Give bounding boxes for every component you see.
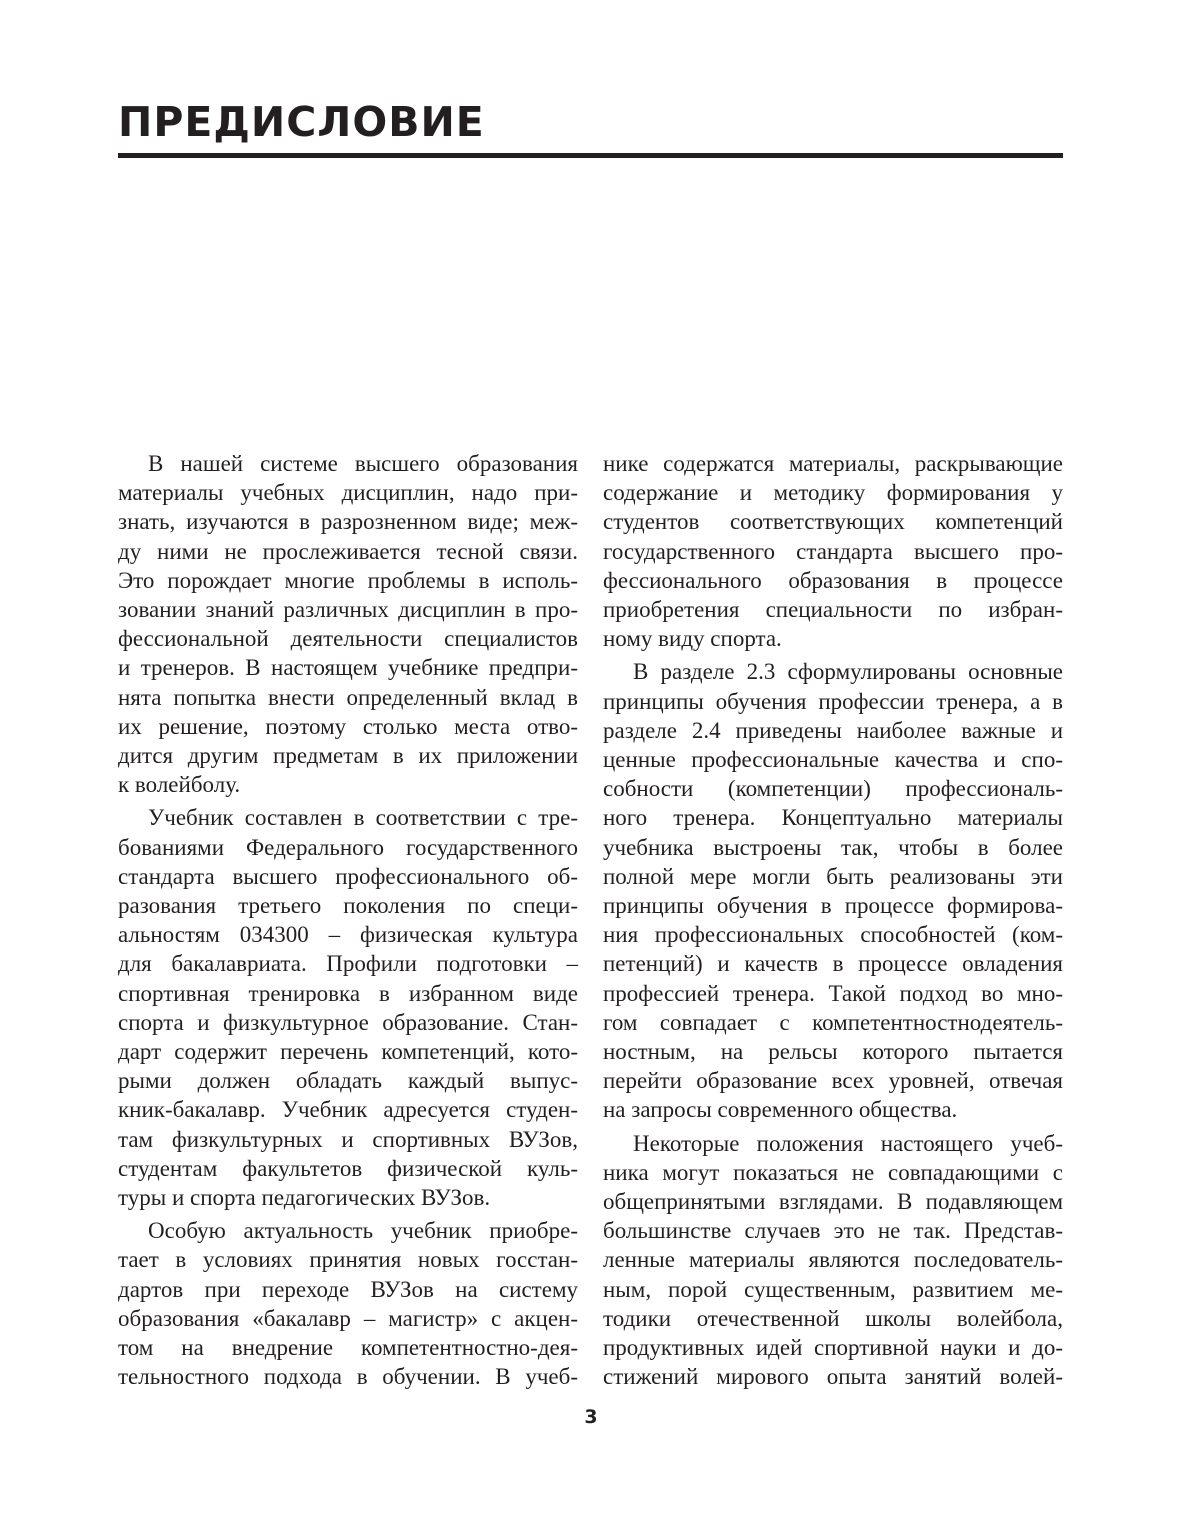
page-title: ПРЕДИСЛОВИЕ (118, 98, 485, 146)
text-line: их решение, поэтому столько места отво- (118, 713, 578, 739)
text-line: нике содержатся материалы, раскрывающие (603, 451, 1063, 476)
text-line: знать, изучаются в разрозненном виде; меж- (118, 509, 578, 535)
text-line: нята попытка внести определенный вклад в (118, 684, 578, 710)
text-line: продуктивных идей спортивной науки и до- (603, 1335, 1063, 1361)
text-line: разования третьего поколения по специ- (118, 893, 578, 919)
text-line: спортивная тренировка в избранном виде (118, 980, 578, 1006)
text-line: дарт содержит перечень компетенций, кото- (118, 1039, 578, 1065)
text-line: стандарта высшего профессионального об- (118, 863, 578, 889)
text-line: тодики отечественной школы волейбола, (603, 1305, 1063, 1331)
text-line: дится другим предметам в их приложении (118, 743, 578, 769)
text-line: петенций) и качеств в процессе овладения (603, 951, 1063, 977)
text-line: материалы учебных дисциплин, надо при- (118, 480, 578, 506)
text-line: разделе 2.4 приведены наиболее важные и (603, 717, 1063, 743)
text-line: и тренеров. В настоящем учебнике предпри- (118, 655, 578, 681)
text-line: фессионального образования в процессе (603, 567, 1063, 593)
paragraph (603, 657, 1063, 1124)
text-line: ника могут показаться не совпадающими с (603, 1159, 1063, 1185)
text-line: общепринятыми взглядами. В подавляющем (603, 1189, 1063, 1215)
text-line: ния профессиональных способностей (ком- (603, 922, 1063, 948)
text-line: Особую актуальность учебник приобре- (148, 1218, 578, 1244)
text-line: том на внедрение компетентностно-дея- (118, 1335, 578, 1361)
text-line: студентов соответствующих компетенций (603, 509, 1063, 535)
text-line: В разделе 2.3 сформулированы основные (633, 659, 1063, 685)
text-line: ного тренера. Концептуально материалы (603, 805, 1063, 831)
text-line: на запросы современного общества. (603, 1097, 958, 1123)
text-line: ным, порой существенным, развитием ме- (603, 1276, 1063, 1302)
text-line: В нашей системе высшего образования (148, 451, 578, 476)
text-line: туры и спорта педагогических ВУЗов. (118, 1185, 491, 1211)
text-line: фессиональной деятельности специалистов (118, 626, 578, 652)
text-line: большинстве случаев это не так. Представ- (603, 1218, 1063, 1244)
text-line: ду ними не прослеживается тесной связи. (118, 538, 578, 564)
text-line: рыми должен обладать каждый выпус- (118, 1068, 578, 1094)
text-line: дартов при переходе ВУЗов на систему (118, 1276, 578, 1302)
text-line: к волейболу. (118, 772, 241, 798)
left-column (118, 449, 578, 1392)
text-line: тает в условиях принятия новых госстан- (118, 1247, 578, 1273)
paragraph (603, 449, 1063, 653)
text-line: принципы обучения профессии тренера, а в (603, 688, 1063, 714)
paragraph (603, 1129, 1063, 1392)
text-line: содержание и методику формирования у (603, 480, 1063, 506)
text-line: там физкультурных и спортивных ВУЗов, (118, 1126, 578, 1152)
text-line: приобретения специальности по избран- (603, 597, 1063, 623)
text-line: государственного стандарта высшего про- (603, 538, 1063, 564)
text-line: бованиями Федерального государственного (118, 834, 578, 860)
text-line: профессией тренера. Такой подход во мно- (603, 980, 1063, 1006)
text-line: ностным, на рельсы которого пытается (603, 1039, 1063, 1065)
text-line: Это порождает многие проблемы в исполь- (118, 567, 578, 593)
text-line: кник-бакалавр. Учебник адресуется студен- (118, 1097, 578, 1123)
text-line: ленные материалы являются последователь- (603, 1247, 1063, 1273)
right-column (603, 449, 1063, 1392)
text-line: перейти образование всех уровней, отвечая (603, 1068, 1063, 1094)
text-line: студентам факультетов физической куль- (118, 1155, 578, 1181)
text-line: гом совпадает с компетентностнодеятель- (603, 1009, 1063, 1035)
text-line: ценные профессиональные качества и спо- (603, 747, 1063, 773)
text-line: принципы обучения в процессе формирова- (603, 893, 1063, 919)
paragraph (118, 803, 578, 1212)
text-line: Учебник составлен в соответствии с тре- (148, 805, 578, 831)
text-line: учебника выстроены так, чтобы в более (603, 834, 1063, 860)
text-line: полной мере могли быть реализованы эти (603, 863, 1063, 889)
page-number: 3 (584, 1406, 598, 1428)
title-rule (118, 153, 1063, 158)
text-line: ному виду спорта. (603, 626, 782, 652)
text-line: Некоторые положения настоящего учеб- (633, 1130, 1063, 1156)
text-line: тельностного подхода в обучении. В учеб- (118, 1364, 578, 1390)
paragraph (118, 1216, 578, 1391)
text-line: стижений мирового опыта занятий волей- (603, 1364, 1063, 1390)
text-line: собности (компетенции) профессиональ- (603, 776, 1063, 802)
text-line: образования «бакалавр – магистр» с акцен- (118, 1305, 578, 1331)
text-line: спорта и физкультурное образование. Стан- (118, 1009, 578, 1035)
text-line: альностям 034300 – физическая культура (118, 922, 578, 948)
text-line: для бакалавриата. Профили подготовки – (118, 951, 578, 977)
text-line: зовании знаний различных дисциплин в про- (118, 597, 578, 623)
paragraph (118, 449, 578, 799)
